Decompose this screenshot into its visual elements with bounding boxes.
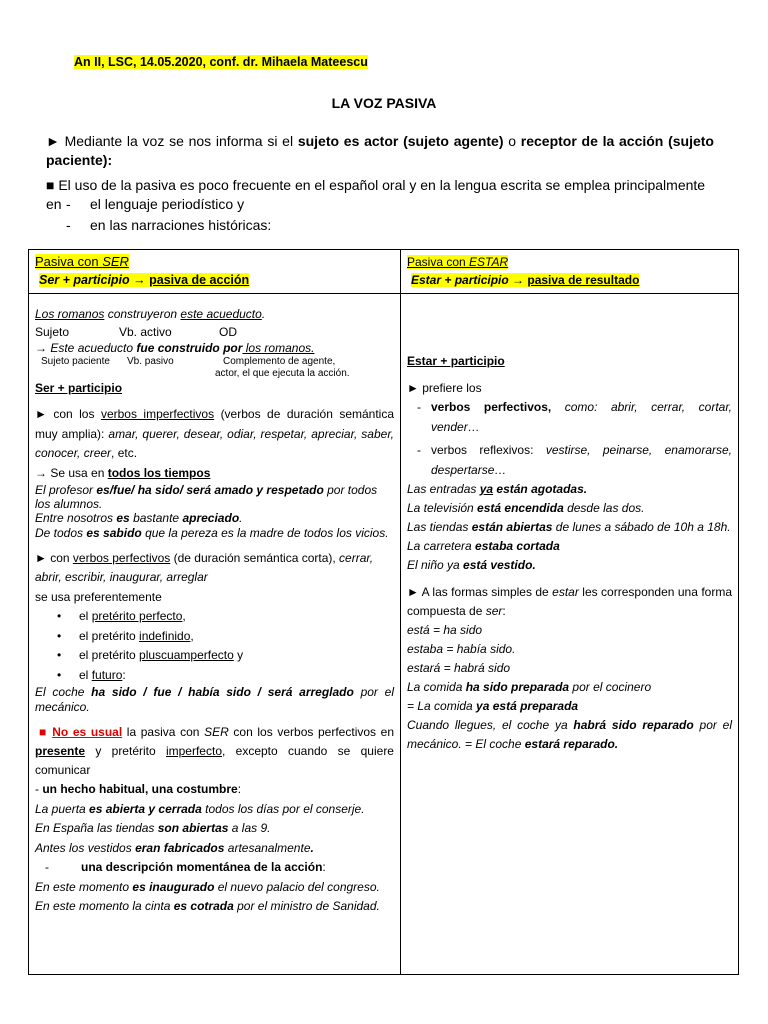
header-pasiva-ser: Pasiva con SER Ser + participio → pasiva de acción — [29, 250, 401, 294]
intro-bullet-2: - en las narraciones históricas: — [66, 217, 272, 233]
intro-bullet-1: - el lenguaje periodístico y — [66, 196, 245, 212]
arrow-icon: ► — [46, 133, 60, 149]
example-comida: La comida ha sido preparada por el cocinero — [407, 680, 652, 694]
verbos-reflexivos: - verbos reflexivos: vestirse, peinarse, enamorarse, despertarse… — [407, 441, 732, 480]
example-antes: Antes los vestidos eran fabricados artesanalmente. — [35, 840, 314, 855]
example-momento-1: En este momento es inaugurado el nuevo palacio del congreso. — [35, 879, 380, 894]
intro-paragraph-2: ■ El uso de la pasiva es poco frecuente en el español oral y en la lengua escrita se emplea principalmente en — [46, 177, 706, 212]
example-cuando: Cuando llegues, el coche ya habrá sido reparado por el mecánico. = El coche estará reparado. — [407, 718, 732, 751]
hecho-habitual: - un hecho habitual, una costumbre: — [35, 782, 242, 796]
ser-content-cell — [29, 294, 401, 975]
example-tiendas: Las tiendas están abiertas de lunes a sábado de 10h a 18h. — [407, 520, 731, 534]
course-info-line — [74, 55, 368, 69]
example-coche: El coche ha sido / fue / había sido / será arreglado por el mecánico. — [35, 685, 394, 714]
example-todos: De todos es sabido que la pereza es la madre de todos los vicios. — [35, 525, 389, 540]
example-carretera: La carretera estaba cortada — [407, 539, 560, 553]
equivalence-2: estaba = había sido. — [407, 642, 516, 656]
example-entre: Entre nosotros es bastante apreciado. — [35, 510, 243, 525]
example-comida-2: = La comida ya está preparada — [407, 699, 579, 713]
descripcion-momentanea: - una descripción momentánea de la acción: — [35, 858, 394, 878]
example-television: La televisión está encendida desde las dos. — [407, 501, 645, 515]
prefiere: ► prefiere los — [407, 381, 482, 395]
red-square-icon: ■ — [39, 725, 48, 739]
section-estar-participio: Estar + participio — [407, 354, 505, 368]
todos-tiempos: → Se usa en todos los tiempos — [35, 465, 211, 480]
example-momento-2: En este momento la cinta es cotrada por el ministro de Sanidad. — [35, 899, 380, 913]
example-labels: Sujeto Vb. activo OD — [35, 324, 237, 339]
list-item: • el pretérito pluscuamperfecto y — [35, 646, 394, 666]
estar-content-cell — [401, 294, 739, 975]
example-profesor: El profesor es/fue/ ha sido/ será amado y respetado por todos los alumnos. — [35, 482, 378, 511]
tenses-list — [35, 607, 394, 685]
verbos-perfectivos: - verbos perfectivos, como: abrir, cerrar, cortar, vender… — [407, 398, 732, 437]
example-espana: En España las tiendas son abiertas a las 9. — [35, 821, 271, 835]
preferentemente: se usa preferentemente — [35, 589, 162, 604]
list-item: • el pretérito perfecto, — [35, 607, 394, 627]
example-entradas: Las entradas ya están agotadas. — [407, 482, 588, 496]
comparison-table — [28, 249, 739, 975]
course-info-text: An II, LSC, 14.05.2020, conf. dr. Mihaela Mateescu — [74, 55, 368, 69]
list-item: • el pretérito indefinido, — [35, 627, 394, 647]
header-pasiva-estar: Pasiva con ESTAR Estar + participio → pasiva de resultado — [401, 250, 739, 294]
perfectivos-paragraph: ► con verbos perfectivos (de duración semántica corta), cerrar, abrir, escribir, inaugurar, arreglar — [35, 550, 374, 584]
example-active: Los romanos construyeron este acueducto. — [35, 307, 266, 321]
section-ser-participio: Ser + participio — [35, 380, 123, 395]
no-es-usual-paragraph: ■ No es usual la pasiva con SER con los verbos perfectivos en presente y pretérito imperfecto, excepto cuando se quiere comunicar — [35, 725, 395, 777]
list-item: • el futuro: — [35, 666, 394, 686]
equivalence-3: estará = habrá sido — [407, 661, 511, 675]
document-title: LA VOZ PASIVA — [331, 95, 437, 111]
example-puerta: La puerta es abierta y cerrada todos los días por el conserje. — [35, 801, 365, 816]
example-small-labels: Sujeto paciente Vb. pasivo Complemento de agente, actor, el que ejecuta la acción. — [41, 355, 350, 379]
intro-paragraph-1: ► Mediante la voz se nos informa si el sujeto es actor (sujeto agente) o receptor de la acción (sujeto paciente): — [46, 133, 714, 168]
example-passive: → Este acueducto fue construido por los romanos. — [35, 340, 315, 355]
imperfectivos-paragraph: ► con los verbos imperfectivos (verbos de duración semántica muy amplia): amar, querer, desear, odiar, respetar, apreciar, saber, conocer, creer, etc. — [35, 407, 395, 460]
formas-simples: ► A las formas simples de estar les corresponden una forma compuesta de ser: — [407, 585, 732, 618]
example-nino: El niño ya está vestido. — [407, 558, 536, 572]
equivalence-1: está = ha sido — [407, 623, 483, 637]
